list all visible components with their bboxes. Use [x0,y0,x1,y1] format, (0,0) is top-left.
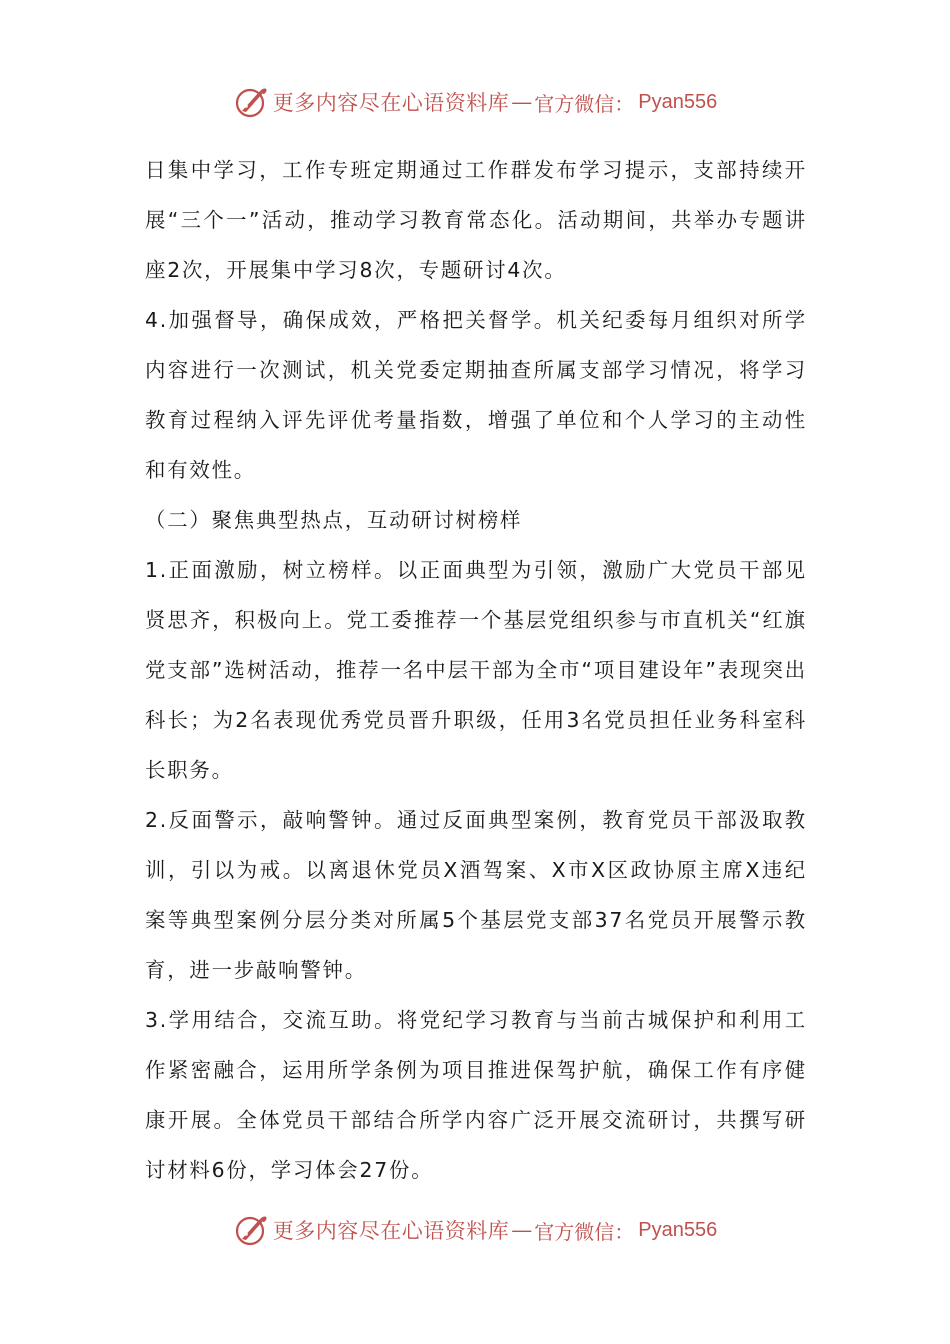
banner-wechat-label: 官方微信： [534,91,635,116]
document-body [145,145,807,1195]
banner-wechat-id: Pyan556 [638,1218,718,1241]
paragraph-learning-application: 3.学用结合，交流互助。将党纪学习教育与当前古城保护和利用工作紧密融合，运用所学条例为项目推进保驾护航，确保工作有序健康开展。全体党员干部结合所学内容广泛开展交流研讨，共撰写研讨材料6份，学习体会27份。 [145,1008,807,1182]
paragraph-positive-incentive: 1.正面激励，树立榜样。以正面典型为引领，激励广大党员干部见贤思齐，积极向上。党工委推荐一个基层党组织参与市直机关“红旗党支部”选树活动，推荐一名中层干部为全市“项目建设年”表现突出科长；为2名表现优秀党员晋升职级，任用3名党员担任业务科室科长职务。 [145,558,807,782]
paragraph-supervision: 4.加强督导，确保成效，严格把关督学。机关纪委每月组织对所学内容进行一次测试，机关党委定期抽查所属支部学习情况，将学习教育过程纳入评先评优考量指数，增强了单位和个人学习的主动性和有效性。 [145,308,807,482]
banner-separator: — [511,1218,533,1242]
header-banner [0,80,950,124]
banner-wechat-label: 官方微信： [534,1219,635,1244]
banner-wechat-id: Pyan556 [638,90,718,113]
quill-pen-icon [233,1212,269,1248]
banner-separator: — [511,90,533,114]
footer-banner [0,1208,950,1252]
section-heading: （二）聚焦典型热点，互动研讨树榜样 [145,508,523,532]
quill-pen-icon [233,84,269,120]
paragraph-negative-warning: 2.反面警示，敲响警钟。通过反面典型案例，教育党员干部汲取教训，引以为戒。以离退休党员X酒驾案、X市X区政协原主席X违纪案等典型案例分层分类对所属5个基层党支部37名党员开展警示教育，进一步敲响警钟。 [145,808,807,982]
banner-text: 更多内容尽在心语资料库 [272,1219,510,1243]
banner-text: 更多内容尽在心语资料库 [272,91,510,115]
paragraph-study-summary: 日集中学习，工作专班定期通过工作群发布学习提示，支部持续开展“三个一”活动，推动学习教育常态化。活动期间，共举办专题讲座2次，开展集中学习8次，专题研讨4次。 [145,158,807,282]
